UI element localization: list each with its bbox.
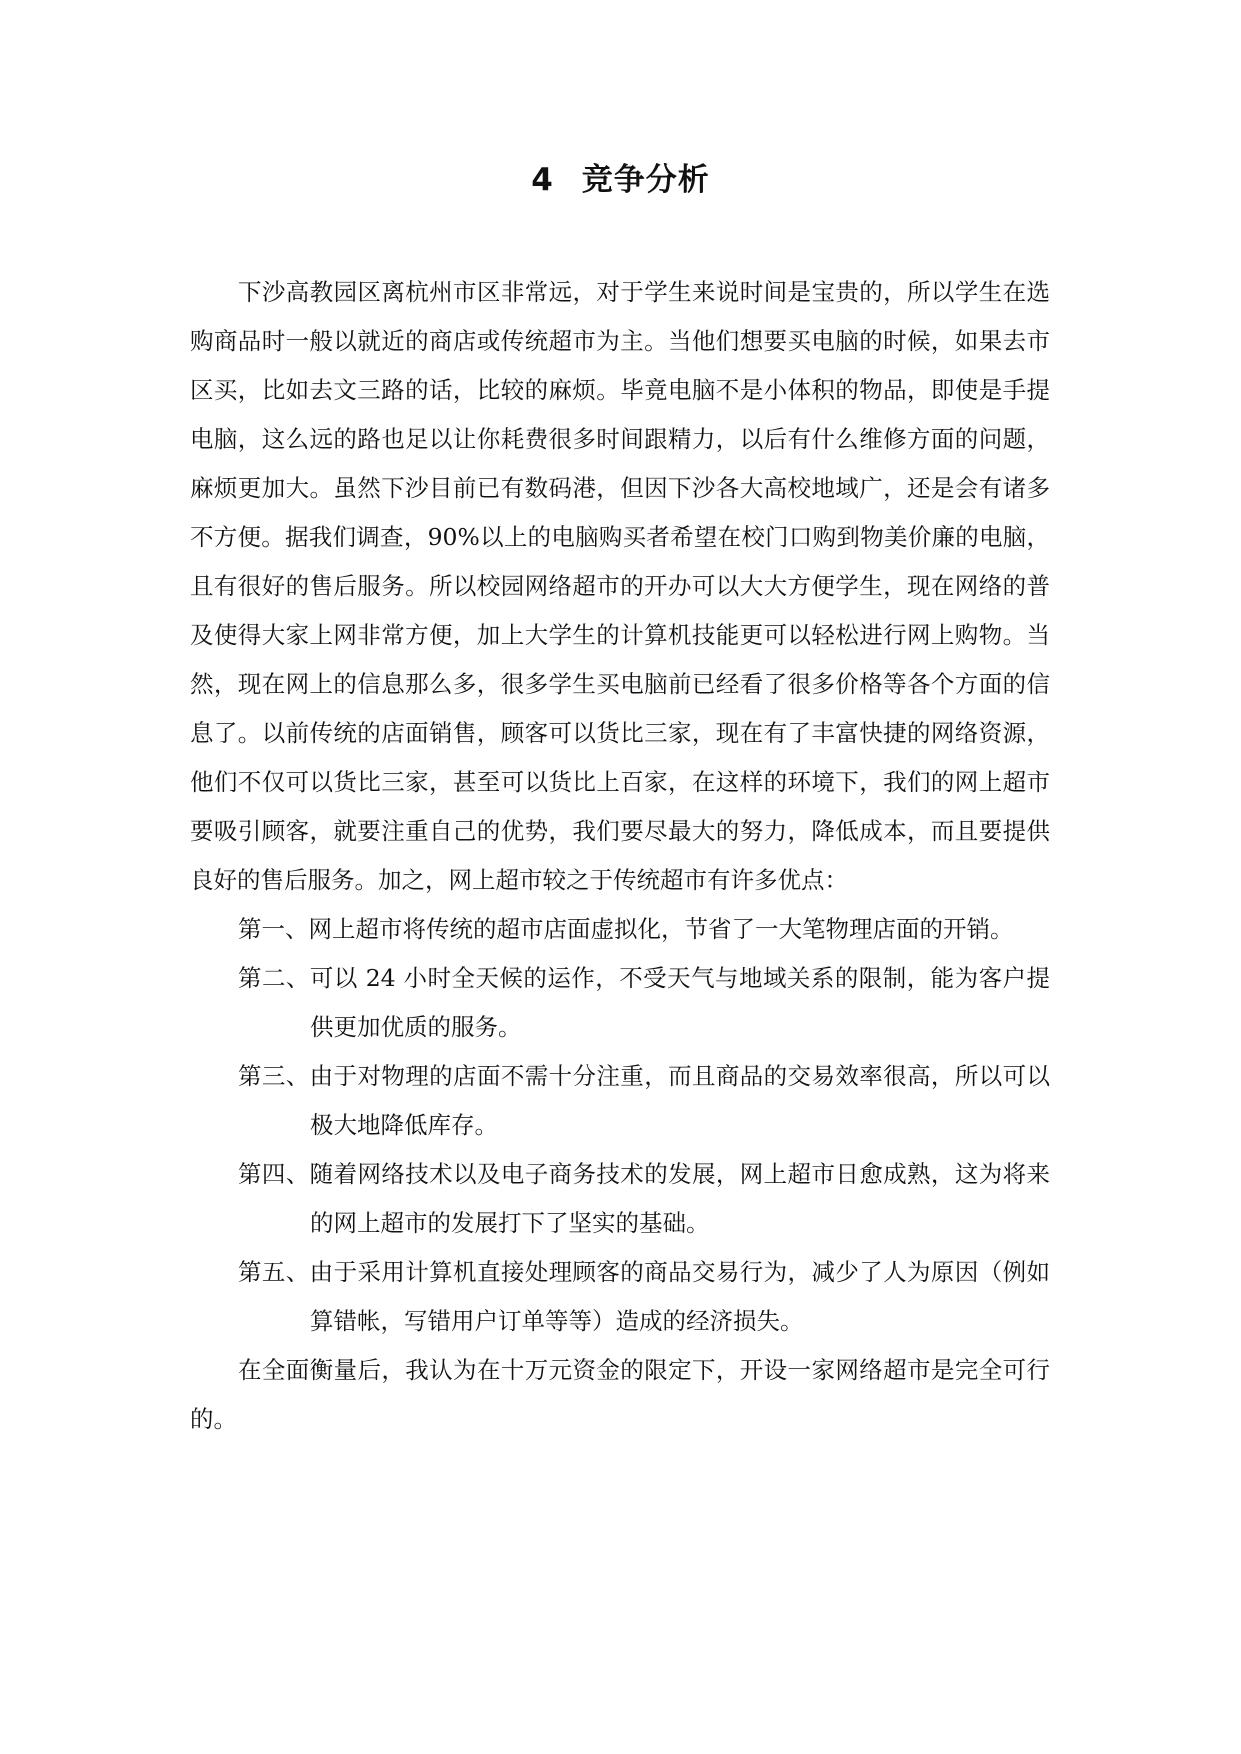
intro-paragraph: 下沙高教园区离杭州市区非常远，对于学生来说时间是宝贵的，所以学生在选购商品时一般以就近的商店或传统超市为主。当他们想要买电脑的时候，如果去市区买，比如去文三路的话，比较的麻烦。毕竟电脑不是小体积的物品，即使是手提电脑，这么远的路也足以让你耗费很多时间跟精力，以后有什么维修方面的问题，麻烦更加大。虽然下沙目前已有数码港，但因下沙各大高校地域广，还是会有诸多不方便。据我们调查，90%以上的电脑购买者希望在校门口购到物美价廉的电脑，且有很好的售后服务。所以校园网络超市的开办可以大大方便学生，现在网络的普及使得大家上网非常方便，加上大学生的计算机技能更可以轻松进行网上购物。当然，现在网上的信息那么多，很多学生买电脑前已经看了很多价格等各个方面的信息了。以前传统的店面销售，顾客可以货比三家，现在有了丰富快捷的网络资源，他们不仅可以货比三家，甚至可以货比上百家，在这样的环境下，我们的网上超市要吸引顾客，就要注重自己的优势，我们要尽最大的努力，降低成本，而且要提供良好的售后服务。加之，网上超市较之于传统超市有许多优点： [190, 278, 1050, 894]
advantage-item-3: 第三、由于对物理的店面不需十分注重，而且商品的交易效率很高，所以可以极大地降低库存。 [238, 1062, 1050, 1139]
advantage-item-1: 第一、网上超市将传统的超市店面虚拟化，节省了一大笔物理店面的开销。 [238, 915, 1014, 943]
section-heading [0, 160, 1241, 200]
section-body [190, 268, 1050, 1444]
conclusion-paragraph: 在全面衡量后，我认为在十万元资金的限定下，开设一家网络超市是完全可行的。 [190, 1356, 1050, 1433]
section-title: 竞争分析 [581, 162, 710, 198]
advantage-item-4: 第四、随着网络技术以及电子商务技术的发展，网上超市日愈成熟，这为将来的网上超市的发展打下了坚实的基础。 [238, 1160, 1050, 1237]
section-number: 4 [531, 162, 554, 198]
advantage-item-2: 第二、可以 24 小时全天候的运作，不受天气与地域关系的限制，能为客户提供更加优质的服务。 [238, 964, 1050, 1041]
advantages-list [190, 905, 1050, 1346]
advantage-item-5: 第五、由于采用计算机直接处理顾客的商品交易行为，减少了人为原因（例如算错帐，写错用户订单等等）造成的经济损失。 [238, 1258, 1050, 1335]
